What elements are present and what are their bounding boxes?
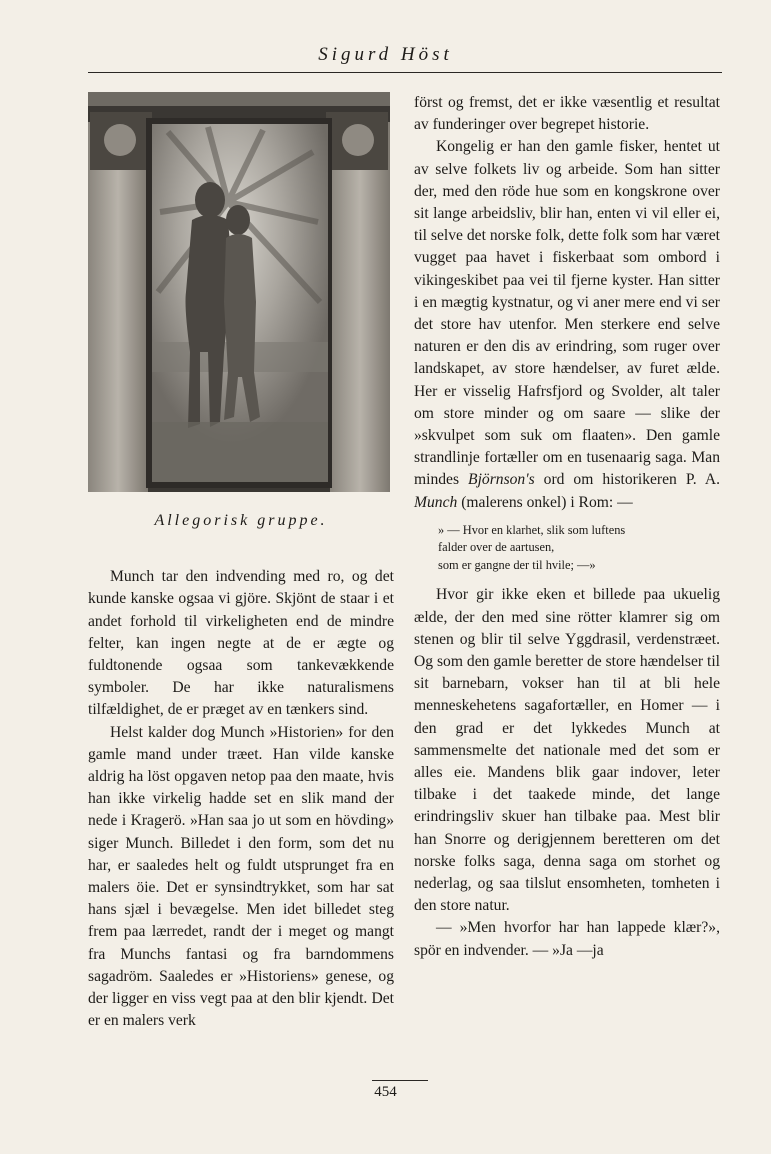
running-head: Sigurd Höst (318, 44, 453, 65)
body-paragraph: — »Men hvorfor har han lappede klær?», spör en indvender. — »Ja —ja (414, 919, 720, 959)
verse-line: falder over de aartusen, (438, 540, 555, 555)
right-column (414, 92, 720, 962)
page-number: 454 (374, 1084, 397, 1100)
body-paragraph (414, 136, 720, 513)
paragraph-text: ord om historikeren P. A. (543, 471, 720, 489)
header-rule (88, 72, 722, 73)
figure-caption: Allegorisk gruppe. (154, 512, 328, 529)
body-paragraph: först og fremst, det er ikke væsentlig et resultat av funderinger over begrepet historie. (414, 94, 720, 134)
paragraph-text: (malerens onkel) i Rom: — (461, 493, 633, 511)
verse-quote (438, 522, 720, 575)
body-paragraph: Munch tar den indvending med ro, og det kunde kanske ogsaa vi gjöre. Skjönt de staar i et andet forhold til virkeligheten end de mindre felter, kan ingen negte at de er ægte og fuldtonende ogsaa som tankevækkende symboler. De har ikke naturalismens tilfældighet, de er præget av en tænkers sind. (88, 568, 394, 719)
verse-line: som er gangne der til hvile; —» (438, 557, 596, 572)
verse-line: » — Hvor en klarhet, slik som luftens (438, 522, 626, 537)
name-bjornson: Björnson's (468, 471, 535, 489)
body-paragraph: Hvor gir ikke eken et billede paa ukuelig ælde, der den med sine rötter klamrer sig om stenen og blir til selve Yggdrasil, verdenstræet. Og som den gamle beretter de store hændelser til sit barnebarn, vokser han til at bli hele menneskehetens sagafortæller, en Homer — i den grad er det lykkedes Munch at sammensmelte det nationale med det som er alles eie. Mandens blik gaar indover, leter tilbake i det taakede minde, det lange erindringsliv skuer han tilbake paa. Mest blir han Snorre og derigjennem beretteren om det norske folks saga, denna saga om storhet og nederlag, og saa tilslut ensomheten, tomheten i den store natur. (414, 586, 720, 915)
paragraph-text: Kongelig er han den gamle fisker, hentet ut av selve folkets liv og arbeide. Som han sitter der, med den röde hue som en kongskrone over sit lange arbeidsliv, blir han, enten vi vil eller ei, til selve det norske folk, dette folk som har været vugget paa havet i fiskerbaat som ombord i vikingeskibet paa vei til fjerne kyster. Han sitter i en mægtig kystnatur, og vi aner mere end vi ser det store hav utenfor. Men sterkere end selve naturen er den dis av erindring, som ruger over landskapet, av store hændelser, av furet ælde. Her er visselig Hafrsfjord og Svolder, alt taler om store minder og om saare — slike der »skvulpet som suk om flaaten». Den gamle strandlinje fortæller om en tusenaarig saga. Man mindes (414, 138, 720, 489)
allegorical-group-picture (88, 92, 390, 492)
body-paragraph: Helst kalder dog Munch »Historien» for den gamle mand under træet. Han vilde kanske aldrig ha löst opgaven netop paa den maate, hvis han ikke virkelig hadde set en slik mand der nede i Kragerö. »Han saa jo ut som en hövding» siger Munch. Billedet i den form, som det nu har, er saaledes helt og fuldt utsprunget fra en malers öie. Det er synsindtrykket, som har sat hans sjæl i bevægelse. Men idet billedet steg frem paa lærredet, randt der i meget og mangt fra Munchs fantasi og fra barndommens sagadröm. Saaledes er »Historiens» genese, og der ligger en viss vegt paa at den blir kjendt. Det er en malers verk (88, 723, 394, 1030)
left-column (88, 92, 394, 1032)
artwork-illustration (88, 92, 390, 492)
name-munch: Munch (414, 493, 458, 511)
folio-rule (372, 1080, 428, 1081)
